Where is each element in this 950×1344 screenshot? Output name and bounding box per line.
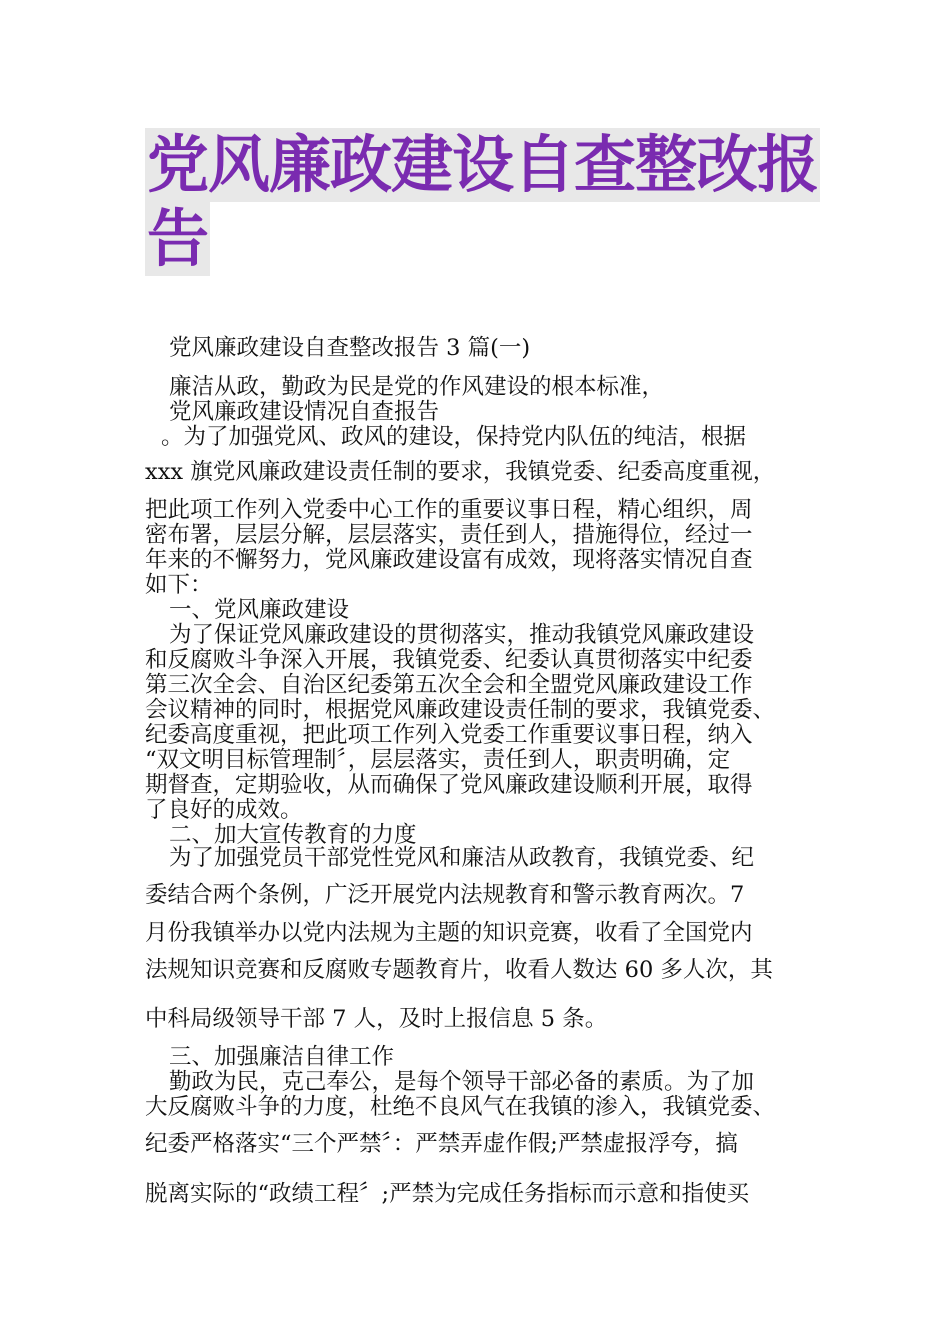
- text-line: 法规知识竞赛和反腐败专题教育片，收看人数达 60 多人次，其: [145, 957, 773, 983]
- text-line-block: [145, 460, 813, 485]
- text-line: “双文明目标管理制〞，层层落实，责任到人，职责明确，定: [145, 747, 731, 773]
- text-line-block: [145, 921, 813, 946]
- paragraph-selfdiscipline: [145, 1045, 813, 1120]
- text-line: 会议精神的同时，根据党风廉政建设责任制的要求，我镇党委、: [145, 697, 776, 723]
- text-line: 年来的不懈努力，党风廉政建设富有成效，现将落实情况自查: [145, 547, 753, 573]
- text-line-block: [145, 883, 813, 908]
- text-line-block: [145, 1132, 813, 1157]
- paragraph-intro: [145, 375, 813, 450]
- section-heading-3: 三、加强廉洁自律工作: [169, 1044, 395, 1070]
- text-line: 廉洁从政，勤政为民是党的作风建设的根本标准，: [169, 374, 665, 400]
- text-line: 脱离实际的“政绩工程〞;严禁为完成任务指标而示意和指使买: [145, 1181, 750, 1207]
- paragraph-intro-cont: [145, 498, 813, 848]
- text-line-block: [145, 1182, 813, 1207]
- text-line: 了良好的成效。: [145, 797, 303, 823]
- text-line: 纪委严格落实“三个严禁〞：严禁弄虚作假;严禁虚报浮夸，搞: [145, 1131, 738, 1157]
- text-line: 勤政为民，克己奉公，是每个领导干部必备的素质。为了加: [169, 1069, 755, 1095]
- text-line: xxx 旗党风廉政建设责任制的要求，我镇党委、纪委高度重视，: [145, 459, 776, 485]
- paragraph-education: [145, 846, 813, 871]
- text-line: 如下：: [145, 572, 213, 598]
- text-line: 中科局级领导干部 7 人，及时上报信息 5 条。: [145, 1006, 608, 1032]
- section-heading-2: 二、加大宣传教育的力度: [169, 822, 417, 848]
- text-line: 期督查，定期验收，从而确保了党风廉政建设顺利开展，取得: [145, 772, 753, 798]
- text-line: 密布署，层层分解，层层落实，责任到人，措施得位，经过一: [145, 522, 753, 548]
- subtitle-block: [145, 336, 813, 361]
- text-line: 月份我镇举办以党内法规为主题的知识竞赛，收看了全国党内: [145, 920, 753, 946]
- text-line: 把此项工作列入党委中心工作的重要议事日程，精心组织，周: [145, 497, 753, 523]
- text-line-block: [145, 958, 813, 983]
- text-line: 第三次全会、自治区纪委第五次全会和全盟党风廉政建设工作: [145, 672, 753, 698]
- title-line-2: 告: [147, 202, 209, 275]
- text-line: 大反腐败斗争的力度，杜绝不良风气在我镇的渗入，我镇党委、: [145, 1094, 776, 1120]
- document-title: [145, 128, 825, 276]
- text-line: 。为了加强党风、政风的建设，保持党内队伍的纯洁，根据: [161, 424, 747, 450]
- text-line: 委结合两个条例，广泛开展党内法规教育和警示教育两次。7: [145, 882, 745, 908]
- title-line-1: 党风廉政建设自查整改报: [147, 128, 819, 201]
- text-line: 为了保证党风廉政建设的贯彻落实，推动我镇党风廉政建设: [169, 622, 755, 648]
- document-subtitle: 党风廉政建设自查整改报告 3 篇(一): [169, 335, 531, 361]
- text-line-block: [145, 1007, 813, 1032]
- text-line: 党风廉政建设情况自查报告: [169, 399, 440, 425]
- text-line: 为了加强党员干部党性党风和廉洁从政教育，我镇党委、纪: [169, 845, 755, 871]
- text-line: 纪委高度重视，把此项工作列入党委工作重要议事日程，纳入: [145, 722, 753, 748]
- section-heading-1: 一、党风廉政建设: [169, 597, 350, 623]
- text-line: 和反腐败斗争深入开展，我镇党委、纪委认真贯彻落实中纪委: [145, 647, 753, 673]
